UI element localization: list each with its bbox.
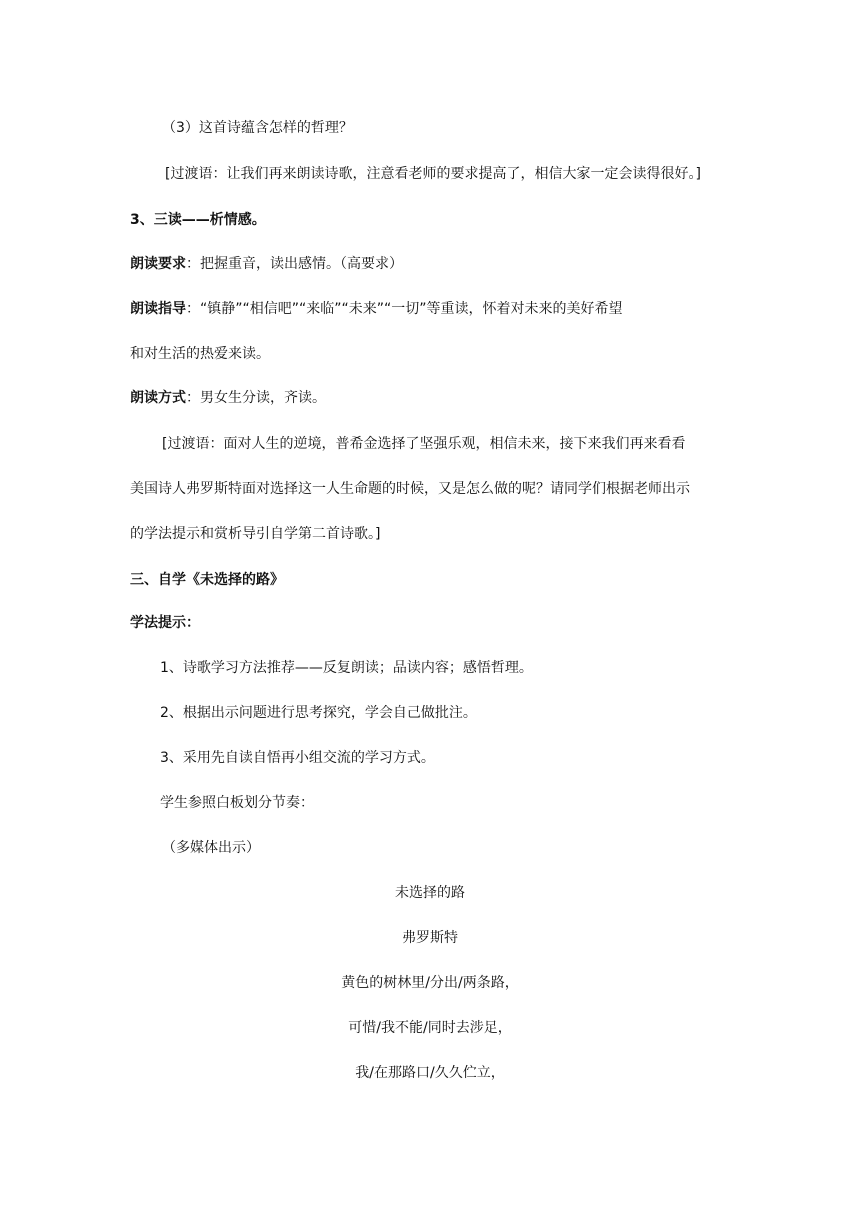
question-3: （3）这首诗蕴含怎样的哲理？ [162,120,353,136]
rhythm-instruction: 学生参照白板划分节奏： [160,795,314,811]
section-heading-3: 3、三读——析情感。 [130,212,266,228]
poem-line-3: 我/在那路口/久久伫立， [355,1065,505,1081]
reading-guidance-text: ：“镇静”“相信吧”“来临”“未来”“一切”等重读，怀着对未来的美好希望 [186,301,623,317]
reading-guidance-cont: 和对生活的热爱来读。 [130,346,270,362]
study-tip-1: 1、诗歌学习方法推荐——反复朗读；品读内容；感悟哲理。 [160,660,533,676]
reading-method-text: ：男女生分读，齐读。 [186,390,326,406]
transition-note-2-line3: 的学法提示和赏析导引自学第二首诗歌。] [130,526,381,542]
study-tips-heading: 学法提示： [130,615,200,631]
study-tip-2: 2、根据出示问题进行思考探究，学会自己做批注。 [160,705,477,721]
reading-guidance [130,299,623,319]
reading-method-label: 朗读方式 [130,390,186,406]
reading-requirement-label: 朗读要求 [130,256,186,272]
multimedia-note: （多媒体出示） [162,840,260,856]
section-heading-self-study: 三、自学《未选择的路》 [130,572,284,588]
poem-line-2: 可惜/我不能/同时去涉足， [348,1020,512,1036]
reading-method [130,388,326,408]
transition-note-1: [过渡语：让我们再来朗读诗歌，注意看老师的要求提高了，相信大家一定会读得很好。] [165,166,701,182]
poem-author: 弗罗斯特 [402,930,458,946]
study-tip-3: 3、采用先自读自悟再小组交流的学习方式。 [160,750,435,766]
poem-line-1: 黄色的树林里/分出/两条路， [341,975,519,991]
transition-note-2-line1: [过渡语：面对人生的逆境，普希金选择了坚强乐观，相信未来，接下来我们再来看看 [162,436,686,452]
reading-requirement [130,254,403,274]
reading-requirement-text: ：把握重音，读出感情。（高要求） [186,256,403,272]
transition-note-2-line2: 美国诗人弗罗斯特面对选择这一人生命题的时候，又是怎么做的呢？请同学们根据老师出示 [130,481,690,497]
reading-guidance-label: 朗读指导 [130,301,186,317]
poem-title: 未选择的路 [395,885,465,901]
